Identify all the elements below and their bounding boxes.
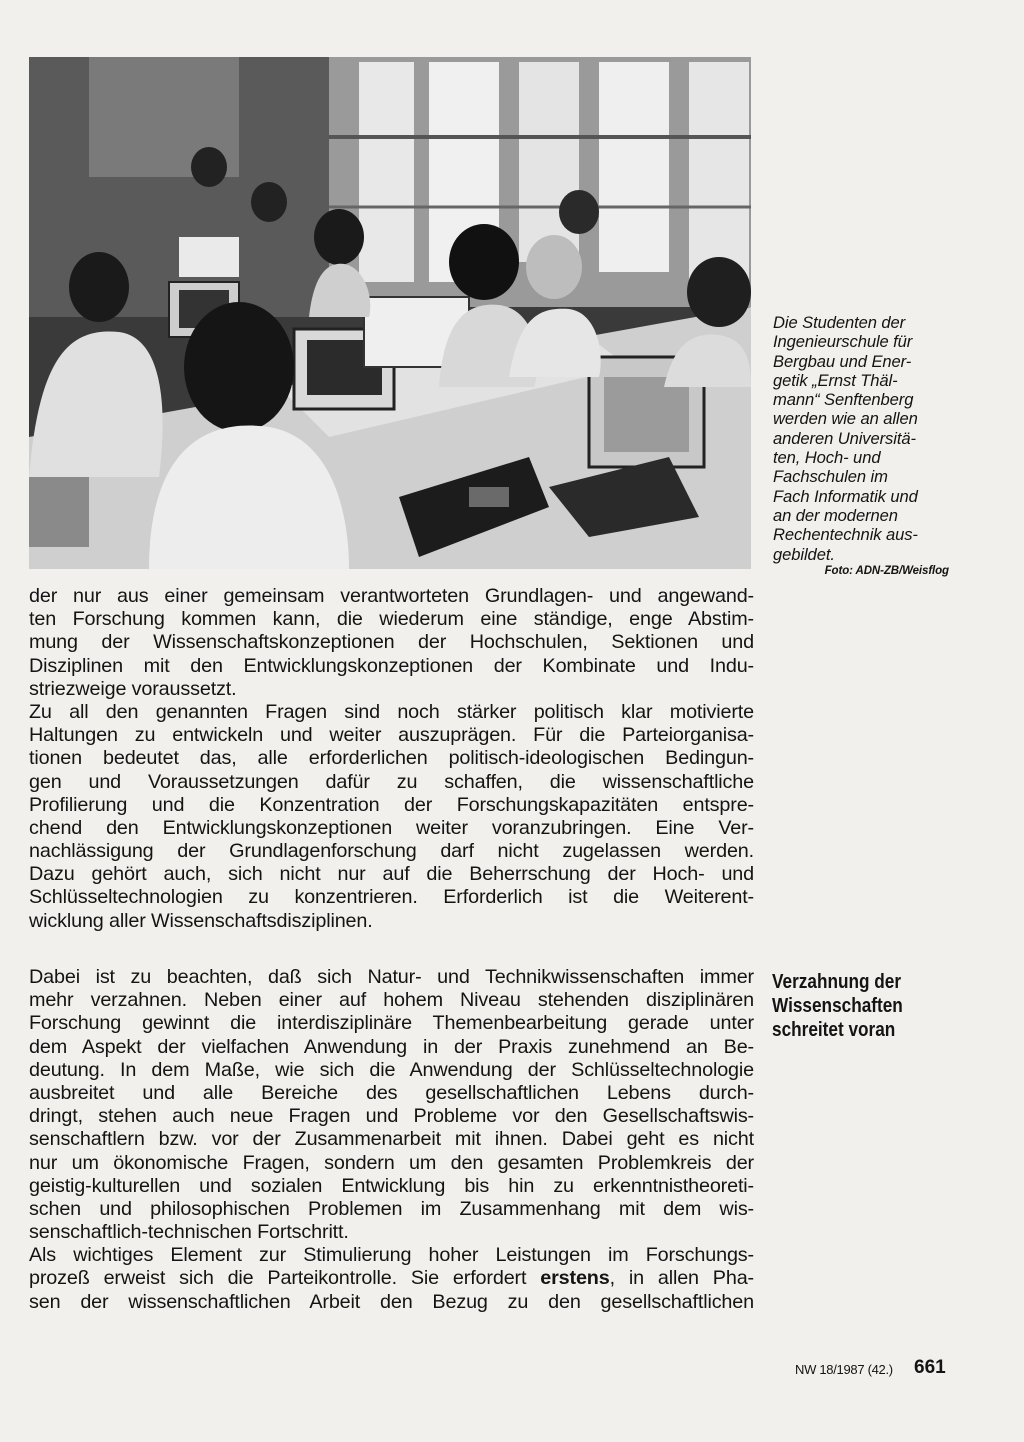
text-fragment: prozeß erweist sich die Parteikontrolle. Sie erfordert: [29, 1267, 527, 1290]
heading-line: Wissenschaften: [772, 995, 903, 1017]
page-number: 661: [914, 1357, 946, 1378]
marginal-heading: [772, 970, 918, 1042]
text-line: [29, 1267, 754, 1290]
text-line: nachlässigung der Grundlagenforschung darf nicht zugelassen werden.: [29, 840, 754, 863]
text-line: sen der wissenschaftlichen Arbeit den Bezug zu den gesellschaftlichen: [29, 1290, 754, 1313]
caption-line: Rechentechnik aus-: [773, 525, 918, 545]
text-line: gen und Voraussetzungen dafür zu schaffen, die wissenschaftliche: [29, 770, 754, 793]
text-line: striezweige voraussetzt.: [29, 677, 237, 700]
caption-line: anderen Universitä-: [773, 428, 916, 448]
caption-line: Fach Informatik und: [773, 486, 918, 506]
caption-line: werden wie an allen: [773, 409, 918, 429]
text-line: ausbreitet und alle Bereiche des gesellschaftlichen Lebens durch-: [29, 1081, 754, 1104]
text-line: schen und philosophischen Problemen im Zusammenhang mit dem wis-: [29, 1197, 754, 1220]
text-line: dringt, stehen auch neue Fragen und Probleme vor den Gesellschaftswis-: [29, 1105, 754, 1128]
text-line: ten Forschung kommen kann, die wiederum eine ständige, enge Abstim-: [29, 608, 754, 631]
text-line: tionen bedeutet das, alle erforderlichen politisch-ideologischen Bedingun-: [29, 747, 754, 770]
text-fragment: , in allen Pha-: [609, 1267, 754, 1290]
text-line: Profilierung und die Konzentration der Forschungskapazitäten entspre-: [29, 793, 754, 816]
text-line: senschaftlich-technischen Fortschritt.: [29, 1221, 349, 1244]
classroom-photo: [29, 57, 751, 569]
text-line: nur um ökonomische Fragen, sondern um den gesamten Problemkreis der: [29, 1151, 754, 1174]
text-line: dem Aspekt der vielfachen Anwendung in der Praxis zunehmend an Be-: [29, 1035, 754, 1058]
text-line: wicklung aller Wissenschaftsdisziplinen.: [29, 909, 373, 932]
issue-reference: NW 18/1987 (42.): [795, 1362, 893, 1377]
text-line: mehr verzahnen. Neben einer auf hohem Niveau stehenden disziplinären: [29, 989, 754, 1012]
caption-line: gebildet.: [773, 544, 835, 564]
caption-line: getik „Ernst Thäl-: [773, 370, 898, 390]
caption-line: an der modernen: [773, 505, 898, 525]
heading-line: Verzahnung der: [772, 971, 902, 993]
text-line: senschaftlern bzw. vor der Zusammenarbeit mit ihnen. Dabei geht es nicht: [29, 1128, 754, 1151]
heading-line: schreitet voran: [772, 1019, 896, 1041]
text-line: der nur aus einer gemeinsam verantworteten Grundlagen- und angewand-: [29, 585, 754, 607]
text-line: deutung. In dem Maße, wie sich die Anwendung der Schlüsseltechnologie: [29, 1058, 754, 1081]
caption-line: mann“ Senftenberg: [773, 390, 914, 410]
caption-line: ten, Hoch- und: [773, 448, 881, 468]
photo-illustration: [29, 57, 751, 569]
text-line: chend den Entwicklungskonzeptionen weiter voranzubringen. Eine Ver-: [29, 816, 754, 839]
text-line: Dazu gehört auch, sich nicht nur auf die Beherrschung der Hoch- und: [29, 863, 754, 886]
photo-caption: [773, 313, 963, 578]
body-paragraphs-bottom: [29, 966, 754, 1314]
text-line: Zu all den genannten Fragen sind noch stärker politisch klar motivierte: [29, 700, 754, 723]
caption-line: Fachschulen im: [773, 467, 888, 487]
text-line: geistig-kulturellen und sozialen Entwicklung bis hin zu erkenntnistheoreti-: [29, 1174, 754, 1197]
text-line: mung der Wissenschaftskonzeptionen der Hochschulen, Sektionen und: [29, 631, 754, 654]
caption-line: Die Studenten der: [773, 313, 906, 332]
photo-credit: Foto: ADN-ZB/Weisflog: [824, 564, 949, 577]
text-line: Disziplinen mit den Entwicklungskonzeptionen der Kombinate und Indu-: [29, 654, 754, 677]
emphasis-erstens: erstens: [540, 1267, 610, 1290]
text-line: Schlüsseltechnologien zu konzentrieren. Erforderlich ist die Weiterent-: [29, 886, 754, 909]
body-paragraphs-top: [29, 585, 754, 933]
text-line: Dabei ist zu beachten, daß sich Natur- und Technikwissenschaften immer: [29, 966, 754, 988]
caption-line: Ingenieurschule für: [773, 332, 913, 352]
text-line: Als wichtiges Element zur Stimulierung hoher Leistungen im Forschungs-: [29, 1244, 754, 1267]
text-line: Haltungen zu entwickeln und weiter auszuprägen. Für die Parteiorganisa-: [29, 724, 754, 747]
text-line: Forschung gewinnt die interdisziplinäre Themenbearbeitung gerade unter: [29, 1012, 754, 1035]
caption-line: Bergbau und Ener-: [773, 351, 912, 371]
